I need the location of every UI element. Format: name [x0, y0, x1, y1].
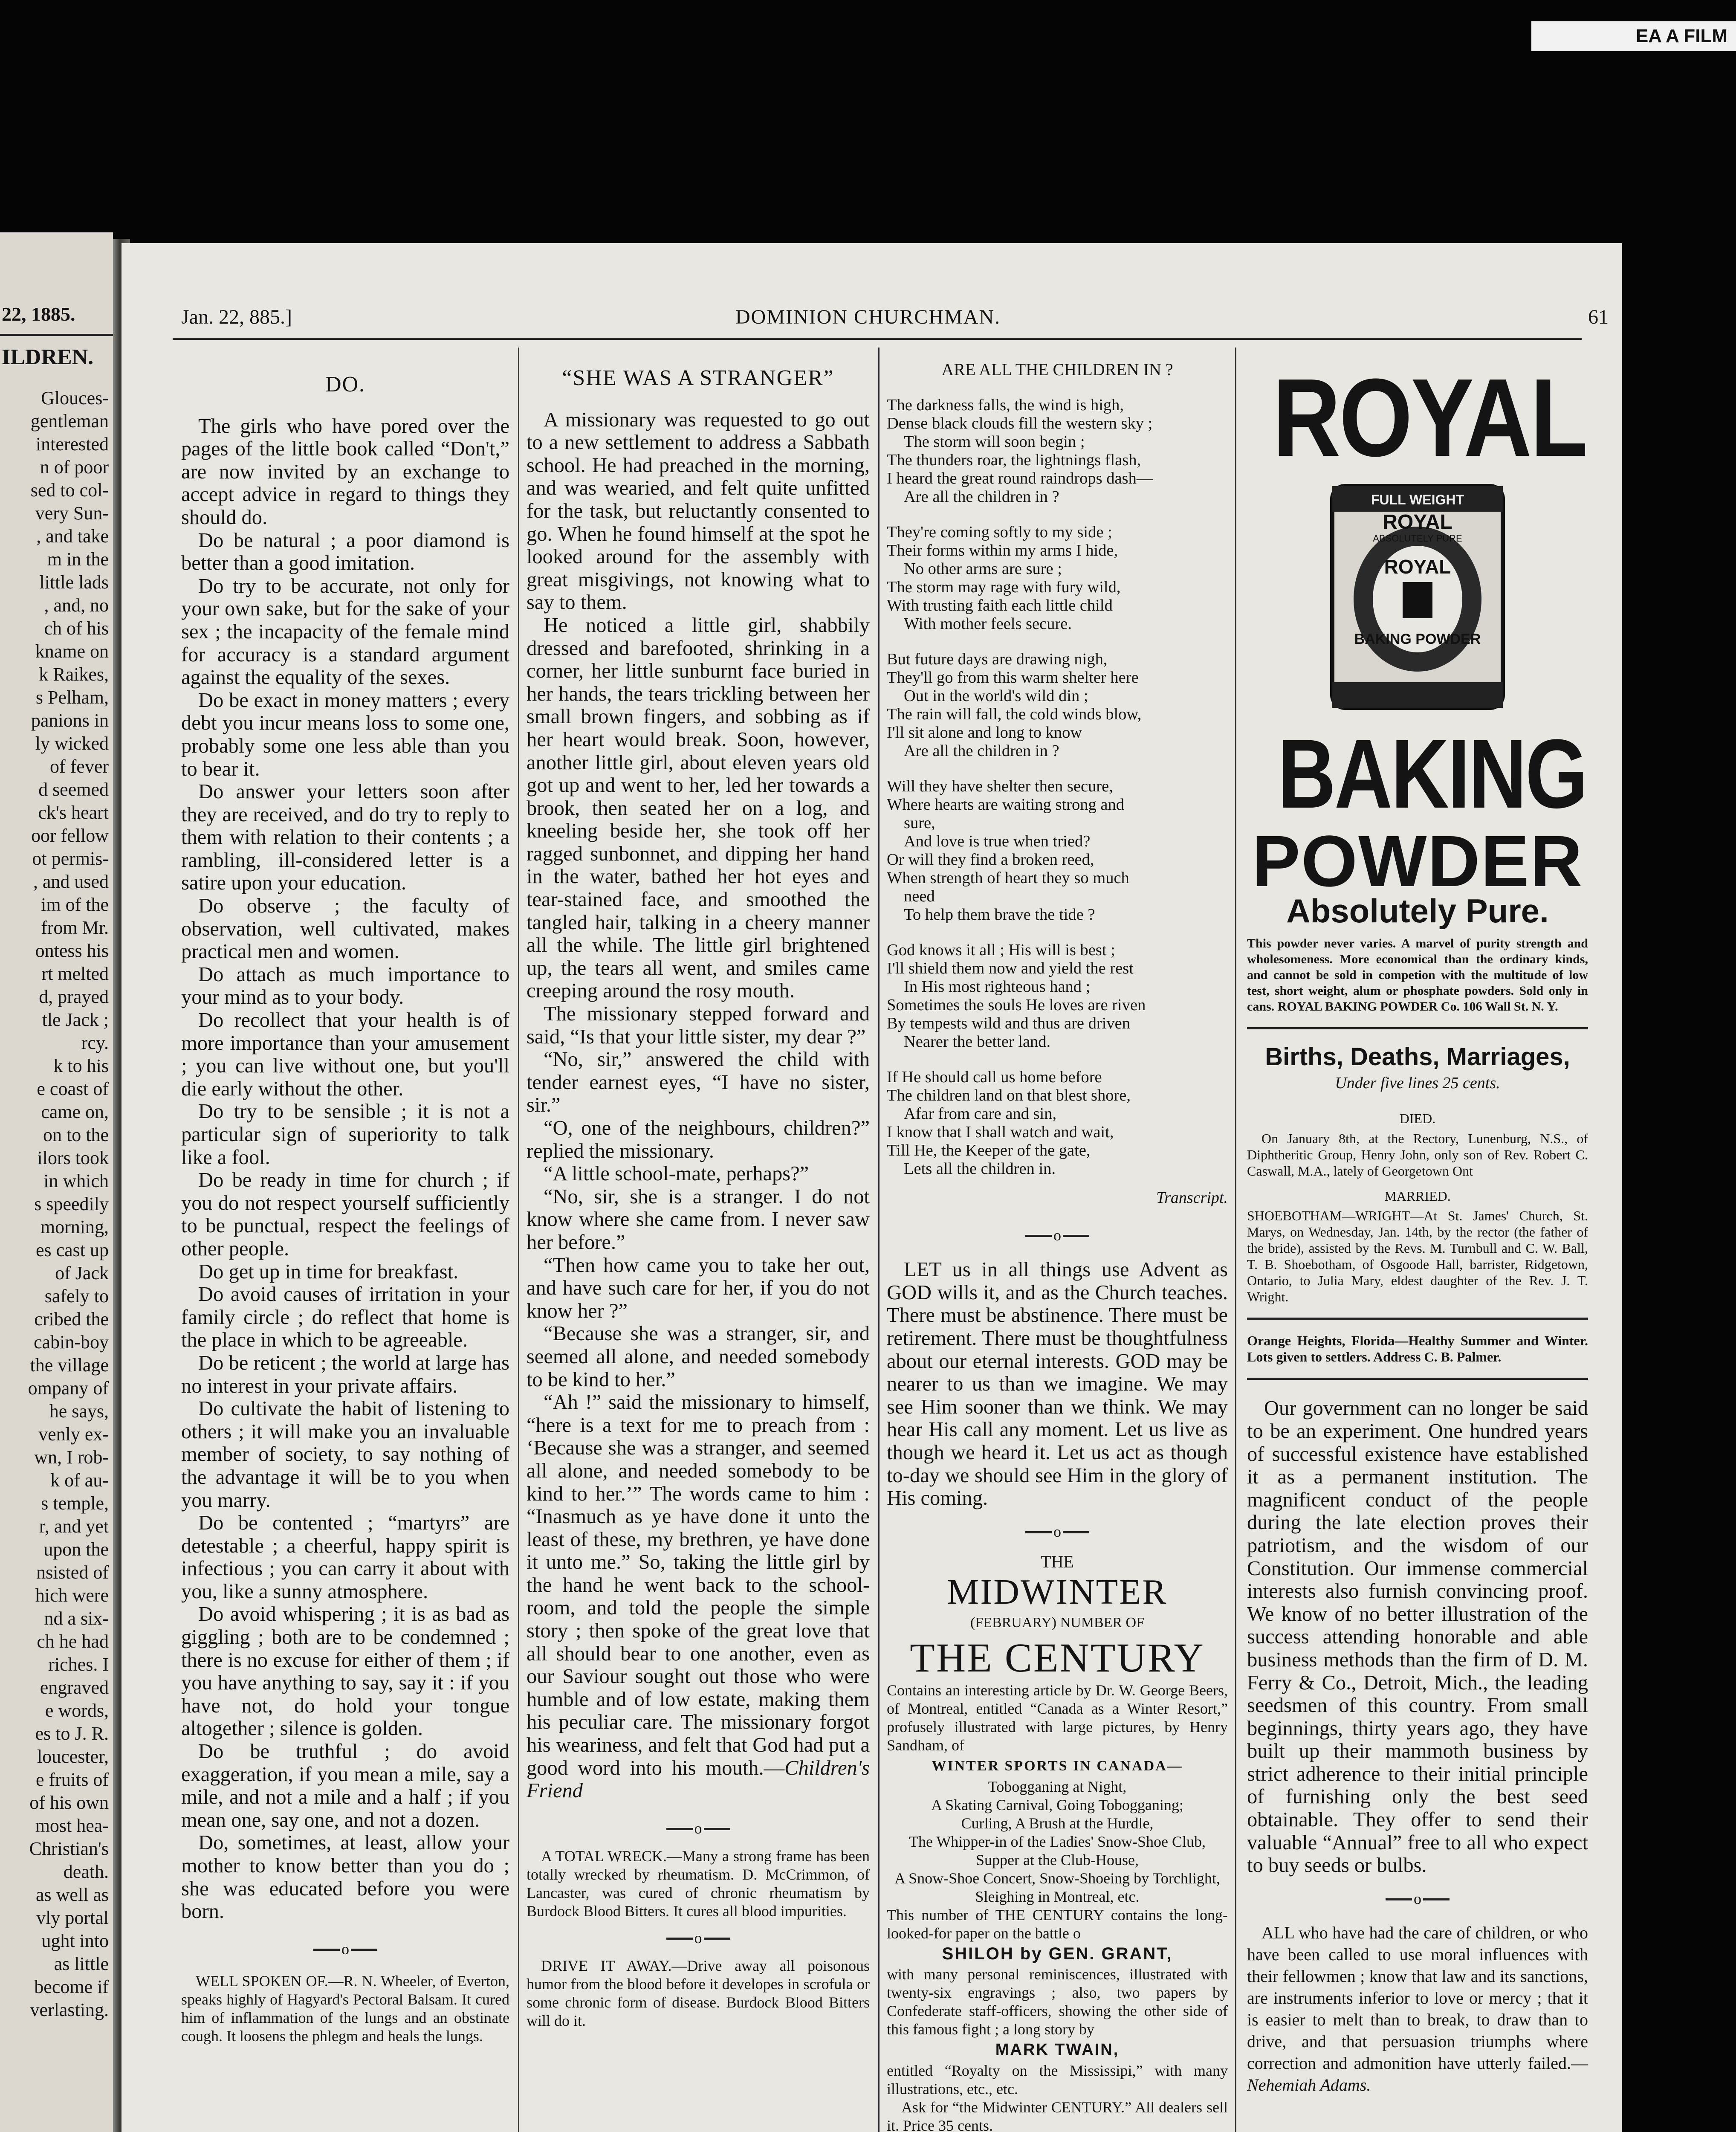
moral-influence-text: ALL who have had the care of children, or who have been called to use moral influences with their fellowmen ; know that law and its sanctions, are instruments inferior to love or mercy ; that it is easier to melt than to break, to draw than to drive, and that persuasion triumphs where correction and admonition have utterly failed.— [1247, 1923, 1588, 2073]
century-advertisement [887, 1550, 1228, 2132]
paragraph: “A little school-mate, perhaps?” [544, 1162, 809, 1185]
century-shiloh: SHILOH by GEN. GRANT, [942, 1944, 1173, 1963]
poem-stanza [887, 650, 1228, 760]
left-page-line: he says, [49, 1401, 109, 1422]
paragraph: Do observe ; the faculty of observation, well cultivated, makes practical men and women. [181, 895, 509, 963]
paragraph: Do avoid causes of irritation in your family circle ; do reflect that home is the place in which to be agreeable. [181, 1283, 509, 1352]
left-page-line: Christian's [29, 1838, 109, 1859]
poem-line: Where hearts are waiting strong and [887, 795, 1124, 814]
left-page-line: safely to [44, 1286, 109, 1306]
ad-pure-tagline: Absolutely Pure. [1286, 892, 1549, 930]
article-title-do: DO. [325, 372, 366, 397]
left-page-line: ontess his [35, 940, 109, 961]
left-page-line: k to his [53, 1055, 109, 1076]
poem-line: Will they have shelter then secure, [887, 777, 1113, 795]
advent-paragraph [887, 1258, 1228, 1510]
paragraph: Do try to be accurate, not only for your own sake, but for the sake of your sex ; the incapacity of the female mind for accuracy is a standard argument against the equality of the sexes. [181, 574, 509, 689]
left-page-line: little lads [39, 572, 109, 593]
ad-powder-heading: POWDER [1252, 821, 1583, 902]
left-page-line: sed to col- [30, 480, 109, 501]
left-page-line: riches. I [48, 1654, 109, 1675]
header-page-number: 61 [1588, 306, 1609, 328]
notice-well-spoken [181, 1972, 509, 2045]
ad-royal-body: This powder never varies. A marvel of purity strength and wholesomeness. More economical than the ordinary kinds, and cannot be sold in competion with the multitude of low test, short weight, alum or phosphate powders. Sold only in cans. ROYAL BAKING POWDER Co. 106 Wall St. N. Y. [1247, 936, 1588, 1014]
poem-title: ARE ALL THE CHILDREN IN ? [941, 360, 1173, 379]
left-page-line: s Pelham, [35, 687, 109, 708]
left-page-line: es to J. R. [35, 1723, 109, 1744]
left-page-line: Glouces- [41, 388, 109, 408]
left-page-line: ot permis- [32, 848, 109, 869]
left-page-line: engraved [40, 1677, 109, 1698]
paragraph: “Because she was a stranger, sir, and seemed all alone, and needed somebody to be kind to her.” [527, 1322, 870, 1391]
section-rule [1247, 1027, 1588, 1029]
ad-royal-heading: ROYAL [1273, 356, 1587, 480]
poem-line: Dense black clouds fill the western sky ; [887, 414, 1153, 432]
article-title-stranger: “SHE WAS A STRANGER” [562, 366, 834, 390]
left-page-line: upon the [43, 1539, 109, 1560]
article-source: Children's Friend [527, 1756, 870, 1802]
left-page-line: vly portal [36, 1907, 109, 1928]
poem-line: Out in the world's wild din ; [904, 687, 1088, 705]
left-page-line: gentleman [30, 411, 109, 432]
paragraph: Do get up in time for breakfast. [198, 1260, 459, 1283]
paragraph: He noticed a little girl, shabbily dressed and barefooted, shrinking in a corner, her little sunburnt face buried in her hands, the tears trickling between her small brown fingers, and sobbing as if her heart would break. Soon, however, another little girl, about eleven years old got up and went to her, led her towards a brook, then seated her on a log, and kneeling beside her, she took off her ragged sunbonnet, and dipping her hand in the water, bathed her hot eyes and tear-stained face, and smoothed the tangled hair, talking in a cheery manner all the while. The little girl brightened up, the tears all went, and smiles came creeping around the rosy mouth. [527, 614, 870, 1002]
left-page-line: k Raikes, [39, 664, 109, 685]
left-page-line: n of poor [40, 457, 109, 478]
left-page-line: as well as [35, 1884, 109, 1905]
paragraph: “Then how came you to take her out, and have such care for her, if you do not know her ?” [527, 1254, 870, 1322]
poem-line: To help them brave the tide ? [904, 905, 1095, 924]
poem-line: If He should call us home before [887, 1068, 1102, 1086]
bdm-title: Births, Deaths, Marriages, [1265, 1043, 1570, 1071]
column-rule [878, 348, 880, 2132]
left-page-line: nsisted of [36, 1562, 109, 1583]
left-page-line: nd a six- [44, 1608, 109, 1629]
left-page-line: ch he had [37, 1631, 109, 1652]
left-page-line: in which [43, 1170, 109, 1191]
poem-stanza [887, 941, 1228, 1051]
can-icon [1324, 478, 1511, 716]
left-page-header: 22, 1885. [2, 303, 75, 325]
column-stranger [527, 367, 870, 2030]
paragraph: Do avoid whispering ; it is as bad as giggling ; both are to be condemned ; there is no excuse for either of them ; if you have anything to say, say it : if you have not, do hold your tongue altogether ; silence is golden. [181, 1603, 509, 1740]
orange-heights-notice: Orange Heights, Florida—Healthy Summer and Winter. Lots given to settlers. Address C. B. Palmer. [1247, 1333, 1588, 1365]
poem-line: They'll go from this warm shelter here [887, 668, 1139, 687]
left-page-line: oor fellow [31, 825, 109, 846]
paragraph: Do be truthful ; do avoid exaggeration, if you mean a mile, say a mile, and not a mile and a half ; if you mean one, say one, and not a dozen. [181, 1740, 509, 1831]
poem-line: I'll shield them now and yield the rest [887, 959, 1134, 977]
left-page-line: , and, no [44, 595, 109, 616]
poem-line: The children land on that blest shore, [887, 1086, 1131, 1104]
century-sports-item: Tobogganing at Night, [988, 1778, 1127, 1795]
left-page-line: e coast of [37, 1078, 109, 1099]
paragraph: A missionary was requested to go out to a new settlement to address a Sabbath school. He had preached in the morning, and was wearied, and felt quite unfitted for the task, but reluctantly consented to go. When he found himself at the spot he looked around for the assembly with great misgivings, not knowing what to say to them. [527, 408, 870, 614]
government-paragraph: Our government can no longer be said to be an experiment. One hundred years of successful existence have established it as a permanent institution. The magnificent conduct of the people during the late election proves their patriotism, and the wisdom of our Constitution. Our immense commercial interests also furnish convincing proof. We know of no better illustration of the success attending honorable and able business methods than the firm of D. M. Ferry & Co., Detroit, Mich., the leading seedsmen of this country. From small beginnings, thirty years ago, they have built up their mammoth business by strict adherence to their initial principle of furnishing only the best seed obtainable. They offer to send their valuable “Annual” free to all who expect to buy seeds or bulbs. [1247, 1397, 1588, 1877]
poem-line: The rain will fall, the cold winds blow, [887, 705, 1142, 723]
column-rule [1235, 348, 1236, 2132]
moral-influence-source: Nehemiah Adams. [1247, 2075, 1371, 2094]
century-sports-list [887, 1778, 1228, 1906]
left-page-line: loucester, [37, 1746, 109, 1767]
can-text-mid: ABSOLUTELY PURE [1373, 533, 1462, 544]
can-text-bottom: BAKING POWDER [1354, 631, 1481, 647]
royal-baking-powder-ad [1247, 356, 1588, 1014]
header-rule [173, 338, 1582, 340]
left-page-line: e fruits of [35, 1769, 109, 1790]
can-text-royal: ROYAL [1383, 511, 1452, 533]
left-page-line: es cast up [35, 1240, 109, 1260]
poem-body [887, 396, 1228, 1178]
century-the: THE [1041, 1552, 1074, 1571]
paragraph: Do be contented ; “martyrs” are detestable ; a cheerful, happy spirit is infectious ; you can carry it about with you, like a sunny atmosphere. [181, 1512, 509, 1603]
left-page-line: k of au- [50, 1470, 109, 1491]
left-page-line: cabin-boy [34, 1332, 109, 1353]
paragraph: Do recollect that your health is of more importance than your amusement ; you can live without one, but you'll die early without the other. [181, 1009, 509, 1100]
notice-well-spoken-text: WELL SPOKEN OF.—R. N. Wheeler, of Everton, speaks highly of Hagyard's Pectoral Balsam. It cured him of inflammation of the lungs and an obstinate cough. It loosens the phlegm and heals the lungs. [181, 1972, 509, 2045]
section-separator [666, 1938, 730, 1940]
poem-line: In His most righteous hand ; [904, 977, 1091, 996]
century-dealers: Ask for “the Midwinter CENTURY.” All dealers sell it. Price 35 cents. [887, 2098, 1228, 2132]
left-page-line: venly ex- [38, 1424, 109, 1445]
bdm-died-heading: DIED. [1399, 1111, 1436, 1127]
century-reminiscences: with many personal reminiscences, illustrated with twenty-six engravings ; also, two papers by Confederate staff-officers, showing the other side of this famous fight ; a long story by [887, 1966, 1228, 2038]
paragraph: Do be natural ; a poor diamond is better than a good imitation. [181, 529, 509, 575]
section-separator [1386, 1898, 1450, 1900]
section-rule [1247, 1378, 1588, 1380]
paragraph: Do be reticent ; the world at large has no interest in your private affairs. [181, 1351, 509, 1397]
poem-line: The darkness falls, the wind is high, [887, 396, 1124, 414]
paragraph: The girls who have pored over the pages of the little book called “Don't,” are now invited by an exchange to accept advice in regard to things they should do. [181, 414, 509, 529]
left-page-line: kname on [35, 641, 109, 662]
left-page-line: e words, [45, 1700, 109, 1721]
poem-line: When strength of heart they so much [887, 869, 1129, 887]
poem-line: Till He, the Keeper of the gate, [887, 1141, 1091, 1159]
left-page-line: of fever [49, 756, 109, 777]
adjacent-page-strip [0, 232, 113, 2132]
poem-source: Transcript. [1156, 1188, 1228, 1207]
poem-line: But future days are drawing nigh, [887, 650, 1108, 668]
paragraph: Do be ready in time for church ; if you do not respect yourself sufficiently to be punctual, respect the feelings of other people. [181, 1169, 509, 1260]
century-royalty: entitled “Royalty on the Mississipi,” with many illustrations, etc., etc. [887, 2062, 1228, 2097]
poem-line: No other arms are sure ; [904, 559, 1062, 578]
advent-text: LET us in all things use Advent as GOD wills it, and as the Church teaches. There must be abstinence. There must be retirement. There must be thoughtfulness about our eternal interests. GOD may be nearer to us than we imagine. We may see Him sooner than we think. We may hear His call any moment. Let us live as though we heard it. Let us act as though to-day we should see Him in the glory of His coming. [887, 1258, 1228, 1510]
poem-line: With mother feels secure. [904, 614, 1072, 633]
paragraph: Do, sometimes, at least, allow your mother to know better than you do ; she was educated before you were born. [181, 1831, 509, 1923]
paragraph: Do try to be sensible ; it is not a particular sign of superiority to talk like a fool. [181, 1100, 509, 1169]
poem-line: Are all the children in ? [904, 487, 1059, 506]
left-page-line: m in the [47, 549, 109, 570]
left-page-line: rt melted [41, 963, 109, 984]
left-page-line: , and take [36, 526, 109, 547]
century-name: THE CENTURY [910, 1634, 1205, 1680]
left-page-line: rcy. [81, 1032, 109, 1053]
left-page-line: of his own [29, 1792, 109, 1813]
left-page-line: death. [63, 1861, 109, 1882]
left-page-line: hich were [35, 1585, 109, 1606]
film-edge-label: EA A FILM [1531, 21, 1736, 51]
poem-line: I know that I shall watch and wait, [887, 1123, 1114, 1141]
paragraph: Do attach as much importance to your mind as to your body. [181, 963, 509, 1009]
century-sports-item: The Whipper-in of the Ladies' Snow-Shoe Club, Supper at the Club-House, [909, 1833, 1206, 1868]
poem-line: Or will they find a broken reed, [887, 850, 1094, 869]
left-page-line: panions in [31, 710, 109, 731]
baking-powder-can-illustration [1324, 478, 1511, 716]
left-page-line: verlasting. [30, 1999, 109, 2020]
poem-line: I heard the great round raindrops dash— [887, 469, 1153, 487]
left-page-line: s speedily [34, 1193, 109, 1214]
bdm-married-heading: MARRIED. [1384, 1188, 1451, 1204]
moral-influence-paragraph [1247, 1922, 1588, 2096]
section-rule [1247, 1318, 1588, 1320]
notice-drive-away-text: DRIVE IT AWAY.—Drive away all poisonous humor from the blood before it developes in scrofula or some chronic form of disease. Burdock Blood Bitters will do it. [527, 1957, 870, 2029]
left-page-line: tle Jack ; [42, 1009, 109, 1030]
poem-line: The storm will soon begin ; [904, 432, 1085, 451]
left-page-line: very Sun- [35, 503, 109, 524]
left-page-line: of Jack [55, 1263, 109, 1283]
poem-line: God knows it all ; His will is best ; [887, 941, 1115, 959]
poem-line: The thunders roar, the lightnings flash, [887, 451, 1141, 469]
poem-stanza [887, 1068, 1228, 1178]
article-body-do [181, 415, 509, 1923]
notice-total-wreck-text: A TOTAL WRECK.—Many a strong frame has been totally wrecked by rheumatism. D. McCrimmon, of Lancaster, was cured of chronic rheumatism by Burdock Blood Bitters. It cures all blood impurities. [527, 1847, 870, 1920]
century-mark-twain: MARK TWAIN, [995, 2041, 1120, 2059]
bdm-married-text: SHOEBOTHAM—WRIGHT—At St. James' Church, St. Marys, on Wednesday, Jan. 14th, by the rector (the father of the bride), assisted by the Revs. M. Turnbull and C. W. Ball, T. B. Shoebotham, of Osgoode Hall, barrister, Ridgetown, Ontario, to Julia Mary, eldest daughter of the Rev. J. T. Wright. [1247, 1208, 1588, 1305]
left-page-line: most hea- [35, 1815, 109, 1836]
left-page-lines [0, 387, 113, 2022]
notice-drive-away [527, 1957, 870, 2030]
section-separator [1025, 1235, 1089, 1237]
paragraph: “Ah !” said the missionary to himself, “here is a text for me to preach from : ‘Because she was a stranger, and seemed all alone, and needed somebody to be kind to her.’” The words came to him : “Inasmuch as ye have done it unto the least of these, my brethren, ye have done it unto me.” So, taking the little girl by the hand he went back to the school-room, and told the people the simple story ; then spoke of the great love that all should bear to one another, even as our Saviour sought out those who were humble and of low estate, making them his peculiar care. The missionary forgot his weariness, and felt that God had put a good word into his mouth.—Children's Friend [527, 1391, 870, 1802]
poem-line: Nearer the better land. [904, 1032, 1051, 1051]
poem-line: And love is true when tried? [904, 832, 1091, 850]
left-page-line: on to the [43, 1124, 109, 1145]
poem-line: With trusting faith each little child [887, 596, 1113, 614]
poem-stanza [887, 396, 1228, 506]
century-battle: This number of THE CENTURY contains the long-looked-for paper on the battle o [887, 1906, 1228, 1942]
can-text-big: ROYAL [1384, 556, 1451, 578]
poem-line: Their forms within my arms I hide, [887, 541, 1118, 559]
poem-line: The storm may rage with fury wild, [887, 578, 1121, 596]
poem-stanza [887, 777, 1228, 924]
left-page-line: ught into [41, 1930, 109, 1951]
poem-line: Sometimes the souls He loves are riven [887, 996, 1146, 1014]
century-sports-item: A Skating Carnival, Going Tobogganing; [931, 1796, 1183, 1813]
left-page-line: ilors took [37, 1147, 109, 1168]
left-page-line: interested [35, 434, 109, 455]
century-sports-item: Curling, A Brush at the Hurdle, [961, 1814, 1154, 1832]
century-february: (FEBRUARY) NUMBER OF [970, 1615, 1145, 1631]
century-winter-sports: WINTER SPORTS IN CANADA— [932, 1758, 1183, 1774]
column-do [181, 373, 509, 2045]
newspaper-page [122, 243, 1622, 2132]
article-body-stranger [527, 408, 870, 1802]
bdm-died-text: On January 8th, at the Rectory, Lunenburg, N.S., of Diphtheritic Group, Henry John, only son of Rev. Robert C. Caswall, M.A., lately of Georgetown Ont [1247, 1130, 1588, 1179]
poem-line: need [904, 887, 935, 905]
left-page-line: ly wicked [35, 733, 109, 754]
poem-line: Lets all the children in. [904, 1159, 1056, 1178]
left-page-title: ILDREN. [2, 345, 94, 369]
left-page-line: from Mr. [41, 917, 109, 938]
header-date: Jan. 22, 885.] [181, 306, 292, 328]
left-page-line: cribed the [34, 1309, 109, 1330]
left-page-line: become if [34, 1976, 109, 1997]
left-page-line: wn, I rob- [34, 1447, 109, 1468]
paragraph: Do answer your letters soon after they are received, and do try to reply to them with relation to their contents ; a rambling, ill-considered letter is a satire upon your education. [181, 780, 509, 895]
poem-line: They're coming softly to my side ; [887, 523, 1112, 541]
century-midwinter: MIDWINTER [947, 1572, 1168, 1612]
left-page-line: came on, [41, 1101, 109, 1122]
bdm-subtitle: Under five lines 25 cents. [1335, 1074, 1500, 1092]
century-intro: Contains an interesting article by Dr. W. George Beers, of Montreal, entitled “Canada as a Winter Resort,” profusely illustrated with large pictures, by Henry Sandham, of [887, 1681, 1228, 1754]
left-page-line: as little [54, 1953, 109, 1974]
century-sports-item: A Snow-Shoe Concert, Snow-Shoeing by Torchlight, Sleighing in Montreal, etc. [894, 1869, 1220, 1905]
left-page-line: morning, [40, 1217, 109, 1237]
column-poem-century [887, 358, 1228, 2132]
left-page-line: ch of his [44, 618, 109, 639]
poem-line: Afar from care and sin, [904, 1104, 1057, 1123]
can-text-top: FULL WEIGHT [1371, 492, 1464, 507]
left-page-line: s temple, [41, 1493, 109, 1514]
section-separator [313, 1949, 377, 1951]
ad-baking-heading: BAKING [1278, 719, 1587, 828]
left-page-line: the village [30, 1355, 109, 1376]
paragraph: “No, sir, she is a stranger. I do not know where she came from. I never saw her before.” [527, 1185, 870, 1254]
left-page-line: ompany of [28, 1378, 109, 1399]
notice-total-wreck [527, 1847, 870, 1921]
left-page-line: ck's heart [38, 802, 109, 823]
poem-line: sure, [904, 814, 935, 832]
left-page-line: d seemed [38, 779, 109, 800]
paragraph: The missionary stepped forward and said, “Is that your little sister, my dear ?” [527, 1002, 870, 1048]
paragraph: “No, sir,” answered the child with tender earnest eyes, “I have no sister, sir.” [527, 1048, 870, 1117]
paragraph: Do be exact in money matters ; every debt you incur means loss to some one, probably some one less able than you to bear it. [181, 689, 509, 780]
poem-line: I'll sit alone and long to know [887, 723, 1082, 742]
births-deaths-marriages [1247, 1042, 1588, 1305]
column-rule [518, 348, 519, 2132]
poem-stanza [887, 523, 1228, 633]
left-page-line: im of the [41, 894, 109, 915]
section-separator [1025, 1531, 1089, 1533]
header-title: DOMINION CHURCHMAN. [735, 306, 1001, 328]
left-page-line: , and used [33, 871, 109, 892]
section-separator [666, 1828, 730, 1830]
left-page-line: r, and yet [39, 1516, 109, 1537]
poem-line: By tempests wild and thus are driven [887, 1014, 1130, 1032]
column-ads [1247, 356, 1588, 2096]
paragraph: Do cultivate the habit of listening to others ; it will make you an invaluable member of society, to say nothing of the advantage it will be to you when you marry. [181, 1397, 509, 1512]
poem-line: Are all the children in ? [904, 742, 1059, 760]
left-page-line: d, prayed [39, 986, 109, 1007]
paragraph: “O, one of the neighbours, children?” replied the missionary. [527, 1117, 870, 1162]
